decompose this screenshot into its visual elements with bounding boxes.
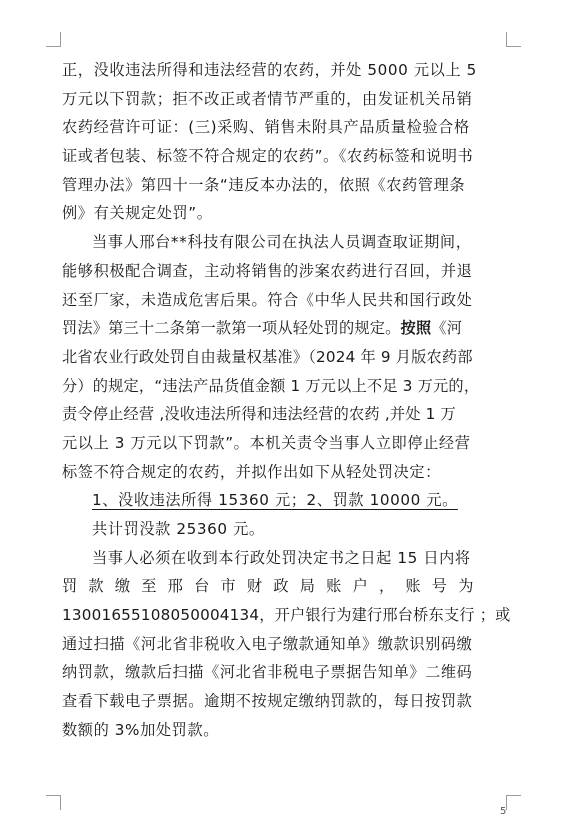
- text-line: 罚 款 缴 至 邢 台 市 财 政 局 账 户 ， 账 号 为: [62, 577, 477, 596]
- text-line: 纳罚款，缴款后扫描《河北省非税电子票据告知单》二维码: [62, 663, 473, 682]
- document-body: [62, 56, 511, 745]
- text-line: 元以上 3 万元以下罚款”。本机关责令当事人立即停止经营: [62, 433, 471, 452]
- text-line: 管理办法》第四十一条“违反本办法的，依照《农药管理条: [62, 175, 466, 194]
- penalty-items-line: 1、没收违法所得 15360 元；2、罚款 10000 元。: [92, 491, 458, 510]
- text-line: 例》有关规定处罚”。: [62, 204, 213, 223]
- text-line: 证或者包装、标签不符合规定的农药”。《农药标签和说明书: [62, 147, 474, 166]
- text-line: 正，没收违法所得和违法经营的农药，并处 5000 元以上 5: [62, 61, 477, 79]
- text-line: 13001655108050004134，开户银行为建行邢台桥东支行 ；或: [62, 606, 511, 625]
- crop-mark-bottom-right: [506, 795, 521, 810]
- text-line: 当事人邢台**科技有限公司在执法人员调查取证期间，: [92, 233, 472, 252]
- text-line: 北省农业行政处罚自由裁量权基准》（2024 年 9 月版农药部: [62, 347, 473, 366]
- crop-mark-bottom-left: [46, 795, 61, 810]
- text-line: 数额的 3%加处罚款。: [62, 720, 220, 739]
- text-line: 能够积极配合调查，主动将销售的涉案农药进行召回，并退: [62, 261, 473, 280]
- text-line: 共计罚没款 25360 元。: [92, 520, 265, 538]
- text-line: [62, 314, 508, 343]
- text-line: 万元以下罚款；拒不改正或者情节严重的，由发证机关吊销: [62, 89, 473, 108]
- text-line: 查看下载电子票据。逾期不按规定缴纳罚款的，每日按罚款: [62, 692, 473, 711]
- text-line: 分）的规定，“违法产品货值金额 1 万元以上不足 3 万元的，: [62, 376, 480, 395]
- text-line: 通过扫描《河北省非税收入电子缴款通知单》缴款识别码缴: [62, 634, 473, 653]
- text-line: 农药经营许可证：(三)采购、销售未附具产品质量检验合格: [62, 118, 470, 137]
- crop-mark-top-left: [46, 32, 61, 47]
- page-number: 5: [500, 806, 507, 817]
- text-line: 还至厂家，未造成危害后果。符合《中华人民共和国行政处: [62, 290, 473, 309]
- text-line: 当事人必须在收到本行政处罚决定书之日起 15 日内将: [92, 548, 471, 567]
- text-run: 罚法》第三十二条第一款第一项从轻处罚的规定。: [62, 319, 401, 338]
- bold-text: 按照: [400, 319, 432, 338]
- text-line: 责令停止经营 ,没收违法所得和违法经营的农药 ,并处 1 万: [62, 405, 456, 424]
- text-run: 《河: [431, 319, 463, 338]
- text-line: 标签不符合规定的农药，并拟作出如下从轻处罚决定：: [62, 462, 441, 481]
- crop-mark-top-right: [506, 32, 521, 47]
